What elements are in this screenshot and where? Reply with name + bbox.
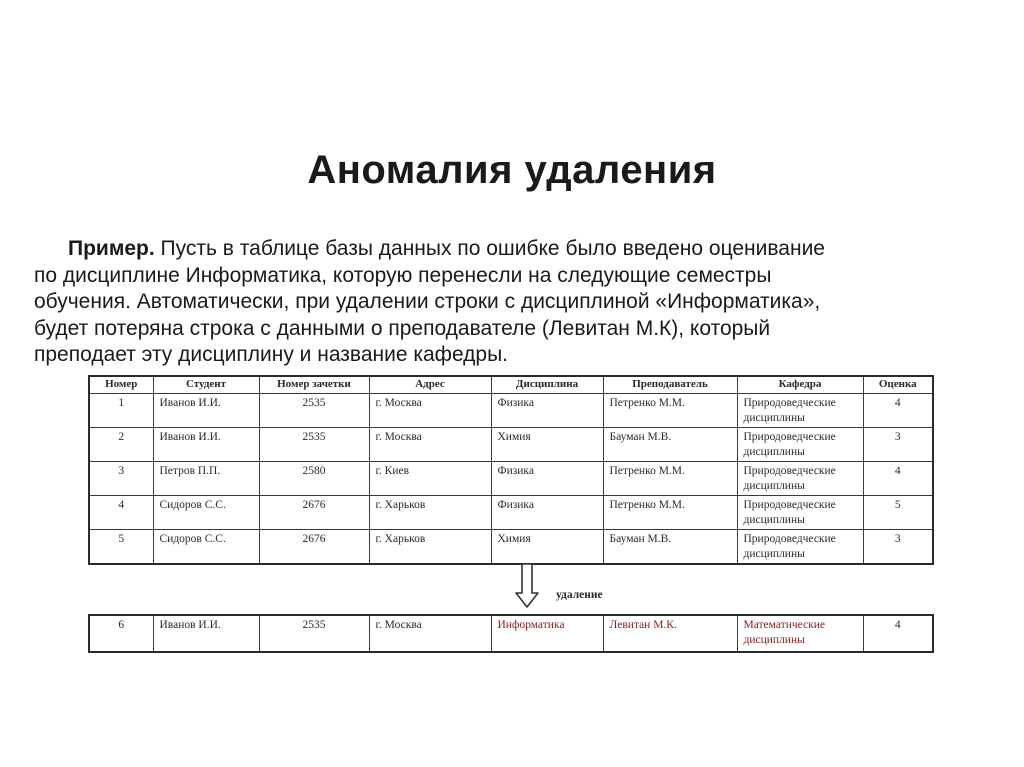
example-paragraph [34,236,1004,369]
cell-address: г. Харьков [369,530,491,565]
table-row [89,462,933,496]
cell-address: г. Киев [369,462,491,496]
cell-department: Математические дисциплины [737,615,863,652]
cell-record-book: 2676 [259,496,369,530]
table-row [89,496,933,530]
cell-student: Иванов И.И. [153,615,259,652]
cell-discipline: Информатика [491,615,603,652]
paragraph-line-4: будет потеряна строка с данными о преподавателе (Левитан М.К), который [34,316,771,340]
table-row [89,394,933,428]
example-lead: Пример. [68,237,155,260]
cell-student: Сидоров С.С. [153,530,259,565]
cell-student: Петров П.П. [153,462,259,496]
cell-number: 6 [89,615,153,652]
cell-address: г. Москва [369,428,491,462]
header-address: Адрес [369,376,491,394]
cell-teacher: Бауман М.В. [603,428,737,462]
cell-number: 5 [89,530,153,565]
cell-record-book: 2535 [259,428,369,462]
cell-discipline: Физика [491,496,603,530]
cell-record-book: 2580 [259,462,369,496]
cell-student: Сидоров С.С. [153,496,259,530]
cell-grade: 4 [863,394,933,428]
paragraph-line-1-text: Пусть в таблице базы данных по ошибке было введено оценивание [154,237,825,260]
arrow-down-icon [514,563,540,609]
students-table [88,375,934,565]
cell-grade: 5 [863,496,933,530]
cell-department: Природоведческие дисциплины [737,530,863,565]
cell-teacher: Петренко М.М. [603,394,737,428]
cell-number: 3 [89,462,153,496]
header-grade: Оценка [863,376,933,394]
table-header-row [89,376,933,394]
deleted-row-table [88,614,934,653]
paragraph-line-5: преподает эту дисциплину и название кафедры. [34,343,509,366]
cell-teacher: Бауман М.В. [603,530,737,565]
cell-discipline: Химия [491,530,603,565]
cell-teacher: Петренко М.М. [603,496,737,530]
cell-discipline: Физика [491,462,603,496]
cell-address: г. Москва [369,615,491,652]
cell-discipline: Физика [491,394,603,428]
cell-grade: 3 [863,530,933,565]
slide-title: Аномалия удаления [307,148,717,192]
cell-department: Природоведческие дисциплины [737,496,863,530]
header-record-book: Номер зачетки [259,376,369,394]
cell-record-book: 2535 [259,394,369,428]
table-row [89,428,933,462]
cell-discipline: Химия [491,428,603,462]
cell-grade: 4 [863,615,933,652]
cell-record-book: 2676 [259,530,369,565]
cell-teacher: Петренко М.М. [603,462,737,496]
table-row [89,530,933,565]
cell-teacher: Левитан М.К. [603,615,737,652]
header-department: Кафедра [737,376,863,394]
cell-number: 1 [89,394,153,428]
cell-student: Иванов И.И. [153,428,259,462]
cell-address: г. Москва [369,394,491,428]
paragraph-line-2: по дисциплине Информатика, которую перенесли на следующие семестры [34,263,772,287]
cell-number: 2 [89,428,153,462]
header-teacher: Преподаватель [603,376,737,394]
header-number: Номер [89,376,153,394]
cell-record-book: 2535 [259,615,369,652]
cell-grade: 4 [863,462,933,496]
cell-number: 4 [89,496,153,530]
cell-address: г. Харьков [369,496,491,530]
paragraph-line-1 [34,236,1004,263]
cell-department: Природоведческие дисциплины [737,394,863,428]
header-discipline: Дисциплина [491,376,603,394]
cell-student: Иванов И.И. [153,394,259,428]
deleted-table-row [89,615,933,652]
paragraph-line-3: обучения. Автоматически, при удалении строки с дисциплиной «Информатика», [34,290,821,313]
cell-grade: 3 [863,428,933,462]
header-student: Студент [153,376,259,394]
cell-department: Природоведческие дисциплины [737,428,863,462]
cell-department: Природоведческие дисциплины [737,462,863,496]
deletion-label: удаление [556,589,603,601]
